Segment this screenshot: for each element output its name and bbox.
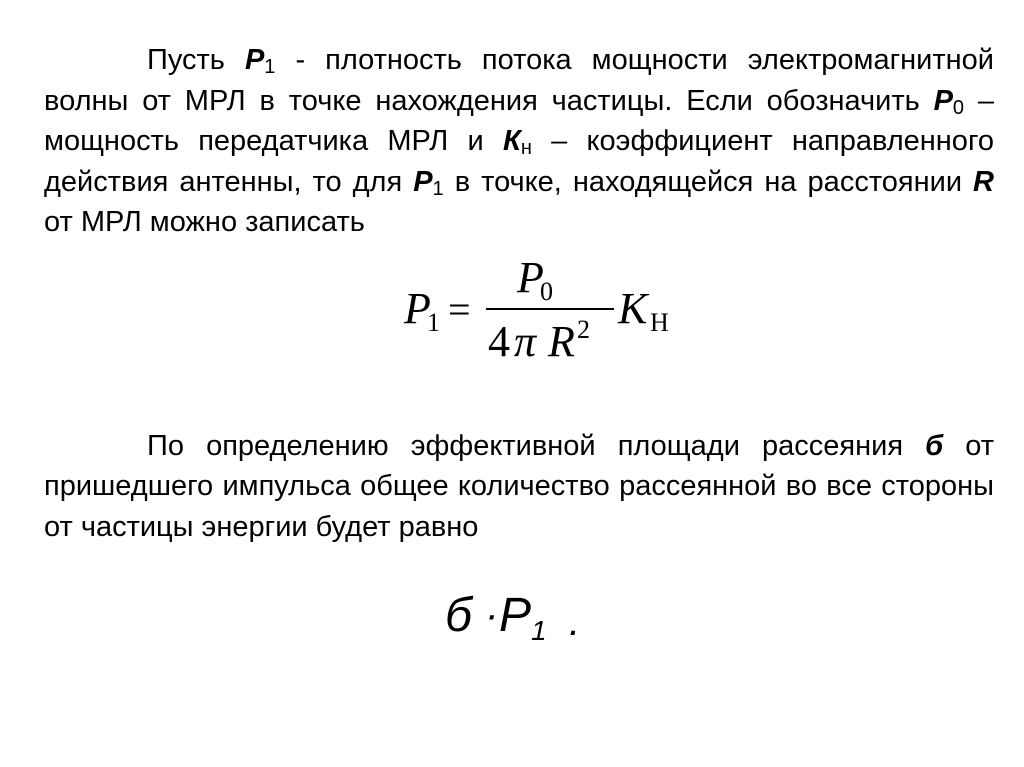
formula-1-k-sub: Н [650,307,669,337]
paragraph-1-text-4: – коэффициент направленного действия антенны, то для [44,125,995,198]
symbol-p0 [934,85,964,117]
formula-2 [44,547,994,667]
formula-2-dot: · [485,593,499,637]
paragraph-1-text-1: Пусть [147,44,245,76]
symbol-kn-base: К [503,125,521,157]
symbol-p0-sub: 0 [952,96,965,119]
symbol-p1 [245,44,275,76]
paragraph-1-text-6: от МРЛ можно записать [44,206,365,238]
slide-content [44,40,994,667]
formula-1-numerator: P [517,252,544,302]
formula-1-svg [404,237,704,367]
symbol-p1-sub: 1 [264,56,276,78]
formula-1-equals: = [448,286,471,332]
formula-1-k: K [618,283,648,333]
symbol-p0-base: P [933,84,953,117]
symbol-p1-second [413,166,443,198]
symbol-r: R [973,165,994,198]
paragraph-2 [44,426,994,548]
formula-1-den-r: R [548,316,575,366]
formula-1-lhs-sub: 1 [427,307,440,337]
formula-1 [44,247,994,377]
symbol-p1-base: P [244,44,265,76]
symbol-sigma: б [925,429,944,462]
formula-2-sigma: б [445,589,472,642]
symbol-kn-sub: н [520,137,532,159]
symbol-p1-second-sub: 1 [432,177,444,200]
formula-1-numerator-sub: 0 [540,276,553,306]
symbol-kn [503,125,532,157]
paragraph-1 [44,40,994,243]
formula-1-den-coef: 4 [488,316,510,366]
formula-1-lhs: P [404,283,431,333]
paragraph-1-text-3: – мощность передатчика МРЛ и [44,84,994,157]
formula-2-period: . [569,600,581,644]
formula-2-p-sub: 1 [531,615,547,646]
formula-2-svg [439,573,639,653]
formula-1-den-pi: π [514,316,537,366]
paragraph-2-text-2: от пришедшего импульса общее количество рассеянной во все стороны от частицы энергии будет равно [44,429,994,543]
formula-2-p: P [499,589,532,642]
formula-1-den-exp: 2 [577,314,590,344]
symbol-p1-second-base: P [413,165,433,198]
paragraph-1-text-2: - плотность потока мощности электромагнитной волны от МРЛ в точке нахождения частицы. Если обозначить [44,44,995,117]
paragraph-2-text-1: По определению эффективной площади рассеяния [147,429,926,462]
paragraph-1-text-5: в точке, находящейся на расстоянии [443,165,974,198]
